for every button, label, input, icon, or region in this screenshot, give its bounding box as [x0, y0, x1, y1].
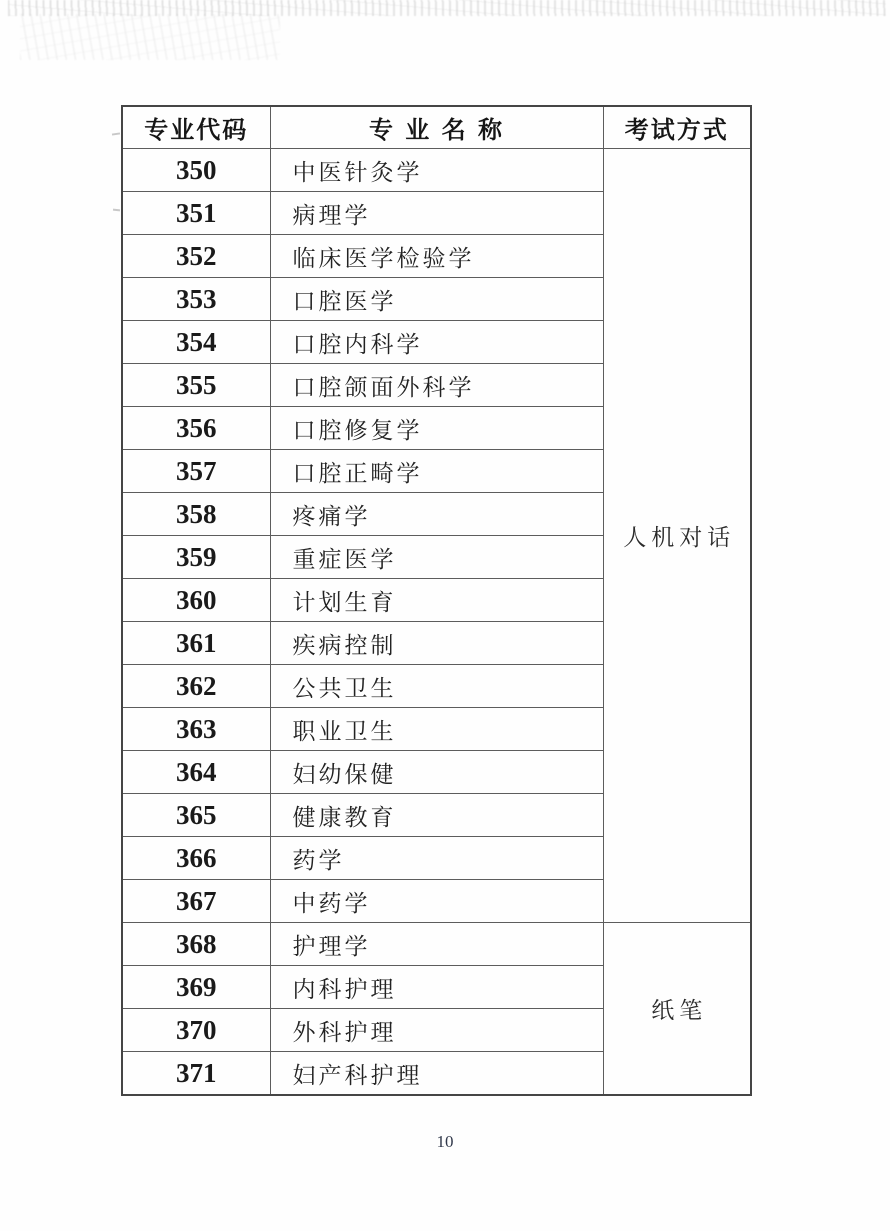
- scan-edge-mark: [112, 132, 120, 135]
- specialty-code: 368: [122, 923, 270, 966]
- specialty-code: 366: [122, 837, 270, 880]
- specialty-name: 内科护理: [270, 966, 603, 1009]
- specialty-name: 妇产科护理: [270, 1052, 603, 1096]
- specialty-name: 疾病控制: [270, 622, 603, 665]
- exam-method-cell: 人机对话: [603, 149, 751, 923]
- specialty-code: 359: [122, 536, 270, 579]
- specialty-name: 疼痛学: [270, 493, 603, 536]
- specialty-name: 计划生育: [270, 579, 603, 622]
- specialty-code: 351: [122, 192, 270, 235]
- table-row: [122, 923, 751, 966]
- header-exam-method: 考试方式: [603, 106, 751, 149]
- specialty-name: 口腔正畸学: [270, 450, 603, 493]
- specialty-name: 药学: [270, 837, 603, 880]
- table-row: [122, 149, 751, 192]
- specialty-name: 临床医学检验学: [270, 235, 603, 278]
- specialty-code: 354: [122, 321, 270, 364]
- specialty-code: 355: [122, 364, 270, 407]
- specialty-code: 353: [122, 278, 270, 321]
- page-number: 10: [436, 1132, 454, 1151]
- specialty-name: 妇幼保健: [270, 751, 603, 794]
- specialty-code: 361: [122, 622, 270, 665]
- header-specialty-name: 专 业 名 称: [270, 106, 603, 149]
- specialty-name: 口腔修复学: [270, 407, 603, 450]
- specialty-name: 护理学: [270, 923, 603, 966]
- specialty-code: 358: [122, 493, 270, 536]
- specialty-name: 中医针灸学: [270, 149, 603, 192]
- specialty-code: 363: [122, 708, 270, 751]
- header-specialty-code: 专业代码: [122, 106, 270, 149]
- specialty-code: 365: [122, 794, 270, 837]
- specialty-code: 356: [122, 407, 270, 450]
- specialty-name: 健康教育: [270, 794, 603, 837]
- specialty-name: 口腔医学: [270, 278, 603, 321]
- exam-method-cell: 纸笔: [603, 923, 751, 1096]
- table-header-row: [122, 106, 751, 149]
- specialty-code: 362: [122, 665, 270, 708]
- specialty-code: 371: [122, 1052, 270, 1096]
- scan-edge-mark: [113, 209, 120, 212]
- specialty-name: 重症医学: [270, 536, 603, 579]
- specialty-name: 外科护理: [270, 1009, 603, 1052]
- specialty-code: 364: [122, 751, 270, 794]
- specialty-code: 357: [122, 450, 270, 493]
- specialty-code: 360: [122, 579, 270, 622]
- specialty-name: 公共卫生: [270, 665, 603, 708]
- specialty-exam-table: [121, 105, 752, 1096]
- specialty-name: 口腔颌面外科学: [270, 364, 603, 407]
- specialty-code: 350: [122, 149, 270, 192]
- specialty-name: 中药学: [270, 880, 603, 923]
- scan-noise-artifact: [20, 14, 280, 60]
- specialty-code: 367: [122, 880, 270, 923]
- specialty-code: 370: [122, 1009, 270, 1052]
- specialty-code: 369: [122, 966, 270, 1009]
- specialty-name: 职业卫生: [270, 708, 603, 751]
- specialty-code: 352: [122, 235, 270, 278]
- specialty-name: 口腔内科学: [270, 321, 603, 364]
- specialty-name: 病理学: [270, 192, 603, 235]
